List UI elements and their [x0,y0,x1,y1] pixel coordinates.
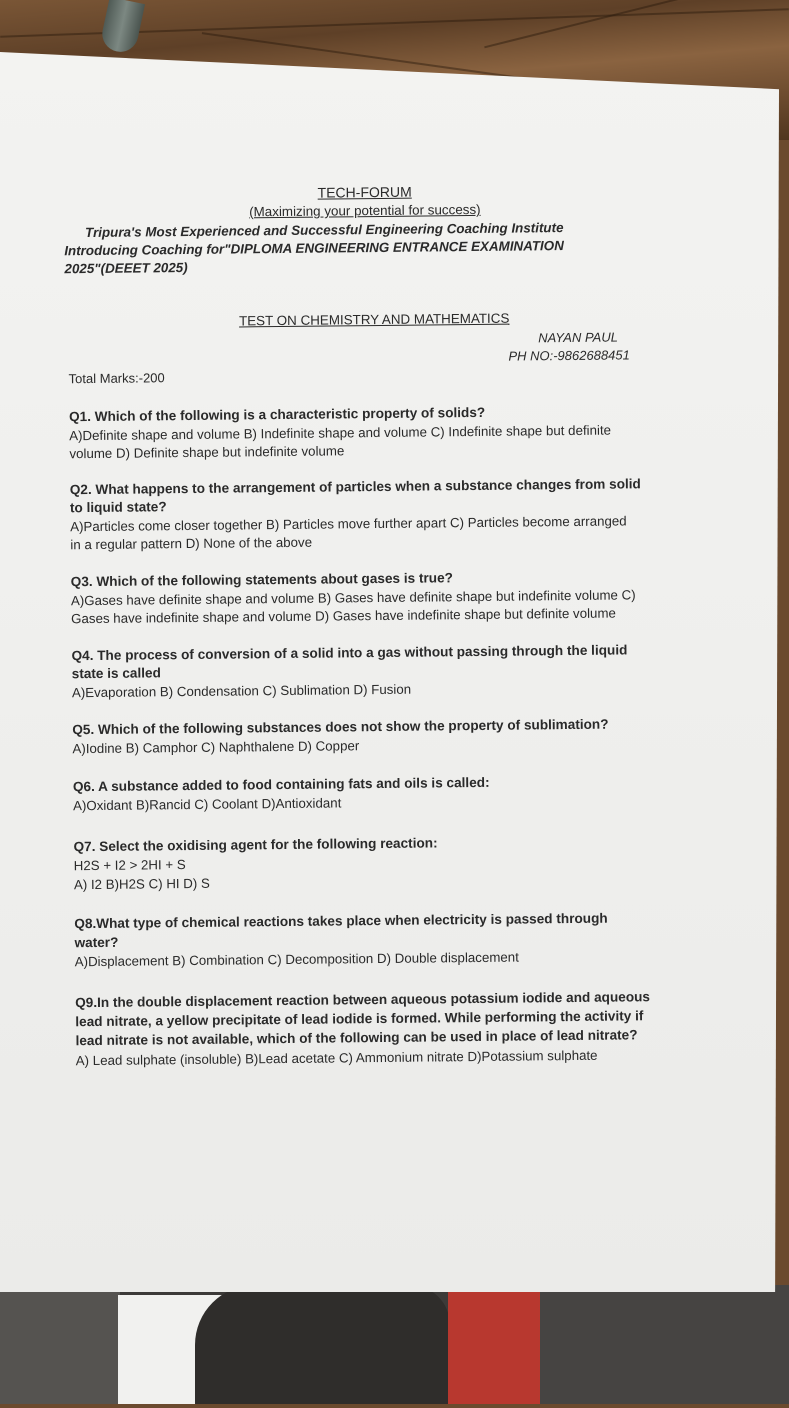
question-3-options: Gases have indefinite shape and volume D) Gases have indefinite shape but definite volume [71,605,616,627]
total-marks: Total Marks:-200 [68,370,165,387]
tagline: (Maximizing your potential for success) [249,201,481,220]
question-4-options: A)Evaporation B) Condensation C) Sublimation D) Fusion [71,681,412,701]
question-2-options: A)Particles come closer together B) Particles move further apart C) Particles become arranged [70,513,627,535]
question-4: state is called [71,665,161,682]
question-3: Q3. Which of the following statements about gases is true? [70,570,453,590]
question-8: Q8.What type of chemical reactions takes place when electricity is passed through [74,910,608,932]
teacher-name: NAYAN PAUL [538,329,619,346]
question-7: Q7. Select the oxidising agent for the following reaction: [73,835,438,855]
question-6: Q6. A substance added to food containing fats and oils is called: [72,774,490,795]
phone-number: PH NO:-9862688451 [508,347,630,364]
question-1-options: A)Definite shape and volume B) Indefinite shape and volume C) Indefinite shape but definite [69,422,612,444]
question-5: Q5. Which of the following substances does not show the property of sublimation? [72,716,609,738]
question-2: to liquid state? [69,499,167,516]
question-7-options: A) I2 B)H2S C) HI D) S [73,875,210,893]
question-9: Q9.In the double displacement reaction between aqueous potassium iodide and aqueous [75,989,651,1011]
question-9: lead nitrate, a yellow precipitate of lead iodide is formed. While performing the activity if [75,1008,644,1030]
question-4: Q4. The process of conversion of a solid into a gas without passing through the liquid [71,642,628,664]
question-1-options: volume D) Definite shape but indefinite volume [69,443,345,462]
question-9-options: A) Lead sulphate (insoluble) B)Lead acetate C) Ammonium nitrate D)Potassium sulphate [75,1047,598,1069]
reaction-equation: H2S + I2 > 2HI + S [73,857,186,874]
question-9: lead nitrate is not available, which of the following can be used in place of lead nitrate? [75,1027,638,1049]
question-5-options: A)Iodine B) Camphor C) Naphthalene D) Copper [72,738,360,757]
intro-line-1: Tripura's Most Experienced and Successful Engineering Coaching Institute [85,220,564,241]
question-8-options: A)Displacement B) Combination C) Decomposition D) Double displacement [74,949,519,970]
intro-line-2: Introducing Coaching for"DIPLOMA ENGINEERING ENTRANCE EXAMINATION [64,238,564,259]
question-2-options: in a regular pattern D) None of the above [70,534,313,553]
test-title: TEST ON CHEMISTRY AND MATHEMATICS [238,310,510,329]
question-6-options: A)Oxidant B)Rancid C) Coolant D)Antioxidant [73,795,342,814]
org-name: TECH-FORUM [317,183,412,201]
question-3-options: A)Gases have definite shape and volume B) Gases have definite shape but indefinite volume C) [70,587,636,609]
question-2: Q2. What happens to the arrangement of particles when a substance changes from solid [69,476,641,498]
question-8: water? [74,934,119,951]
question-1: Q1. Which of the following is a characteristic property of solids? [68,404,486,425]
intro-line-3: 2025"(DEEET 2025) [64,259,188,277]
